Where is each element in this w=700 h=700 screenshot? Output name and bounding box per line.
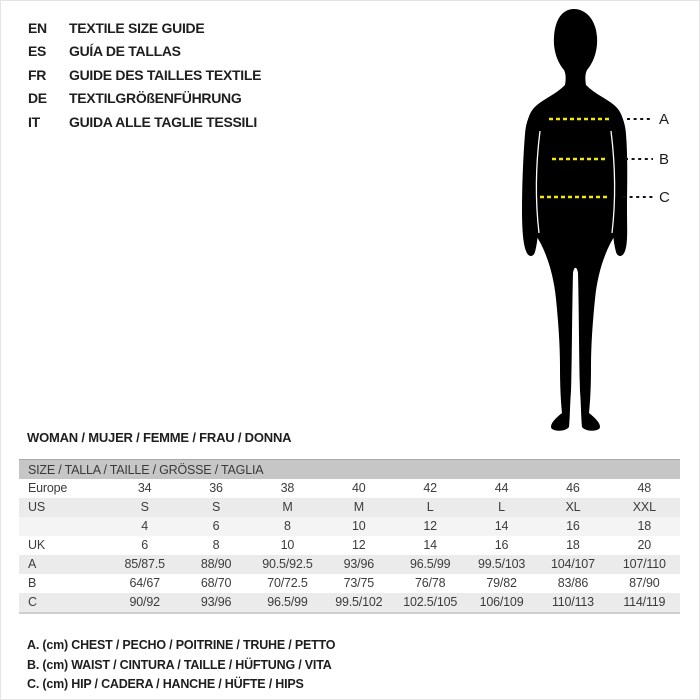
table-cell: 46 bbox=[566, 481, 580, 495]
language-row bbox=[28, 63, 261, 87]
language-code: ES bbox=[28, 43, 47, 60]
right-arm bbox=[611, 106, 627, 256]
table-cell: 18 bbox=[637, 519, 652, 533]
table-row bbox=[19, 555, 680, 574]
section-title-woman: WOMAN / MUJER / FEMME / FRAU / DONNA bbox=[27, 430, 292, 445]
table-row bbox=[19, 517, 680, 536]
row-label: Europe bbox=[28, 481, 68, 495]
table-cell: 42 bbox=[423, 481, 437, 495]
table-cell: 20 bbox=[637, 538, 652, 552]
table-cell: 70/72.5 bbox=[267, 576, 308, 590]
table-row bbox=[19, 498, 680, 517]
table-cell: 10 bbox=[280, 538, 295, 552]
table-cell: 12 bbox=[423, 519, 437, 533]
table-cell: 79/82 bbox=[486, 576, 517, 590]
row-label: A bbox=[28, 557, 37, 571]
table-row bbox=[19, 536, 680, 555]
table-row bbox=[19, 479, 680, 498]
table-cell: 96.5/99 bbox=[410, 557, 451, 571]
table-cell: 16 bbox=[494, 538, 509, 552]
table-cell: 90/92 bbox=[129, 595, 160, 609]
size-table-body bbox=[19, 479, 680, 612]
table-cell: 96.5/99 bbox=[267, 595, 308, 609]
row-label bbox=[19, 517, 109, 536]
language-title: GUIDE DES TAILLES TEXTILE bbox=[69, 66, 262, 83]
table-cell: 8 bbox=[284, 519, 291, 533]
language-code: IT bbox=[28, 113, 40, 130]
table-cell: 93/96 bbox=[343, 557, 374, 571]
row-label: B bbox=[28, 576, 37, 590]
table-cell: 85/87.5 bbox=[124, 557, 165, 571]
row-label: UK bbox=[28, 538, 45, 552]
table-cell: 110/113 bbox=[551, 595, 594, 609]
table-cell: L bbox=[426, 500, 434, 514]
size-table-header: SIZE / TALLA / TAILLE / GRÖSSE / TAGLIA bbox=[19, 459, 680, 479]
table-cell: 14 bbox=[494, 519, 509, 533]
language-code: DE bbox=[28, 90, 47, 107]
measure-label-hip: C bbox=[659, 189, 670, 206]
size-table bbox=[19, 459, 680, 614]
table-cell: 90.5/92.5 bbox=[262, 557, 313, 571]
language-title: GUÍA DE TALLAS bbox=[69, 43, 181, 60]
table-cell: L bbox=[498, 500, 505, 514]
table-cell: 44 bbox=[494, 481, 509, 495]
table-cell: 14 bbox=[423, 538, 437, 552]
measure-legend bbox=[27, 636, 335, 695]
table-cell: S bbox=[211, 500, 221, 514]
table-cell: 114/119 bbox=[623, 595, 666, 609]
language-title: TEXTILE SIZE GUIDE bbox=[69, 19, 205, 36]
table-cell: 4 bbox=[141, 519, 149, 533]
table-cell: 76/78 bbox=[415, 576, 446, 590]
table-cell: 64/67 bbox=[129, 576, 160, 590]
language-title-block bbox=[28, 16, 261, 134]
table-cell: 40 bbox=[352, 481, 366, 495]
table-cell: 99.5/103 bbox=[478, 557, 526, 571]
table-cell: XL bbox=[565, 500, 581, 514]
language-row bbox=[28, 16, 261, 40]
legend-line: A. (cm) CHEST / PECHO / POITRINE / TRUHE / PETTO bbox=[27, 638, 336, 652]
language-row bbox=[28, 87, 261, 111]
table-cell: 48 bbox=[637, 481, 652, 495]
language-code: FR bbox=[28, 66, 47, 83]
left-arm bbox=[522, 106, 540, 256]
legend-line: B. (cm) WAIST / CINTURA / TAILLE / HÜFTUNG / VITA bbox=[27, 657, 332, 672]
table-cell: M bbox=[353, 500, 364, 514]
measure-label-chest: A bbox=[659, 111, 670, 128]
table-cell: XXL bbox=[632, 500, 656, 514]
table-cell: 6 bbox=[212, 519, 220, 533]
table-cell: 88/90 bbox=[200, 557, 232, 571]
table-cell: 93/96 bbox=[200, 595, 232, 609]
table-cell: 38 bbox=[280, 481, 295, 495]
table-cell: 106/109 bbox=[479, 595, 524, 609]
row-label: US bbox=[28, 500, 45, 514]
legend-line: C. (cm) HIP / CADERA / HANCHE / HÜFTE / HIPS bbox=[27, 677, 304, 692]
table-cell: 104/107 bbox=[551, 557, 595, 571]
table-cell: 10 bbox=[352, 519, 366, 533]
table-cell: 8 bbox=[212, 538, 220, 552]
table-cell: 107/110 bbox=[622, 557, 666, 571]
language-code: EN bbox=[28, 19, 47, 36]
table-row bbox=[19, 593, 680, 612]
table-cell: 16 bbox=[566, 519, 580, 533]
table-cell: 102.5/105 bbox=[403, 595, 458, 609]
language-title: TEXTILGRÖßENFÜHRUNG bbox=[69, 90, 242, 107]
table-cell: 68/70 bbox=[200, 576, 232, 590]
language-row bbox=[28, 110, 261, 134]
table-cell: 18 bbox=[566, 538, 580, 552]
woman-figure bbox=[461, 1, 700, 446]
table-cell: 36 bbox=[209, 481, 223, 495]
row-label: C bbox=[28, 595, 37, 609]
table-cell: 99.5/102 bbox=[335, 595, 383, 609]
table-cell: 6 bbox=[141, 538, 149, 552]
table-cell: 12 bbox=[352, 538, 366, 552]
table-cell: S bbox=[140, 500, 149, 514]
table-cell: 87/90 bbox=[629, 576, 660, 590]
table-row bbox=[19, 574, 680, 593]
table-cell: 34 bbox=[137, 481, 152, 495]
language-row bbox=[28, 40, 261, 64]
table-cell: 73/75 bbox=[343, 576, 374, 590]
table-cell: M bbox=[282, 500, 293, 514]
table-cell: 83/86 bbox=[557, 576, 589, 590]
language-title: GUIDA ALLE TAGLIE TESSILI bbox=[69, 113, 257, 130]
measure-label-waist: B bbox=[659, 151, 670, 168]
